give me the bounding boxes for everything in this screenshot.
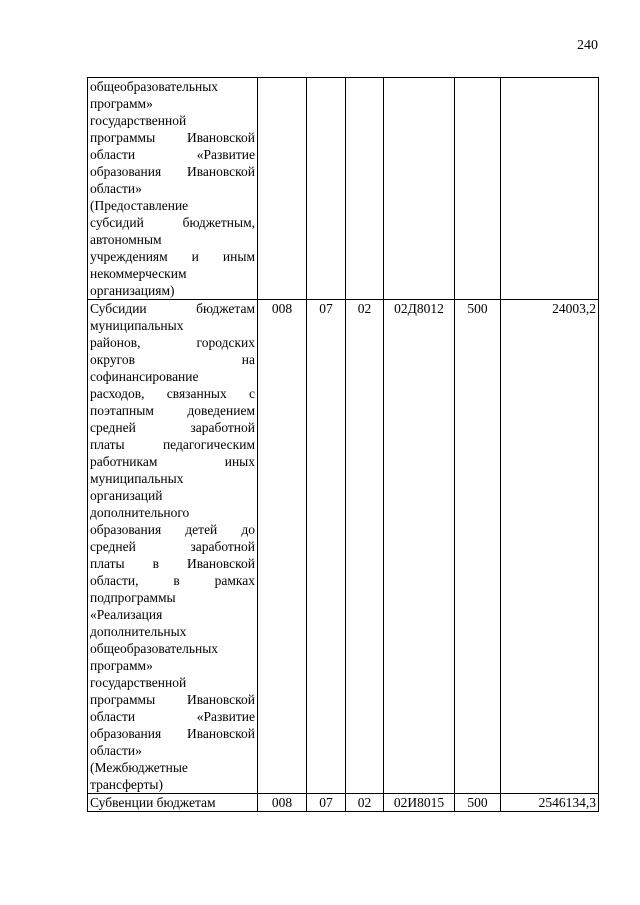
description-line: дополнительных: [90, 624, 187, 639]
description-line: автономным: [90, 232, 162, 247]
description-line: Субвенции бюджетам: [90, 795, 216, 810]
description-line: организаций: [90, 488, 163, 503]
subsection-code-cell: [346, 78, 384, 300]
description-line: образования Ивановской: [90, 164, 255, 179]
description-line: общеобразовательных: [90, 641, 219, 656]
amount-cell: 24003,2: [501, 300, 599, 794]
description-line: (Предоставление: [90, 198, 189, 213]
expense-type-cell: [455, 78, 501, 300]
description-line: муниципальных: [90, 471, 184, 486]
section-code-cell: 07: [307, 794, 346, 812]
section-code-cell: 07: [307, 300, 346, 794]
subsection-code-cell: 02: [346, 300, 384, 794]
description-line: программы Ивановской: [90, 130, 255, 145]
description-line: государственной: [90, 113, 187, 128]
description-line: трансферты): [90, 777, 163, 792]
target-article-cell: [384, 78, 455, 300]
description-cell: [88, 794, 258, 812]
description-line: учреждениям и иным: [90, 249, 255, 264]
description-line: программы Ивановской: [90, 692, 255, 707]
description-line: образования детей до: [90, 522, 255, 537]
description-line: области «Развитие: [90, 709, 255, 724]
ministry-code-cell: [258, 78, 307, 300]
description-line: субсидий бюджетным,: [90, 215, 255, 230]
description-cell: [88, 78, 258, 300]
description-line: работникам иных: [90, 454, 255, 469]
table-row: [88, 300, 599, 794]
page-number: 240: [577, 38, 598, 53]
description-line: области, в рамках: [90, 573, 255, 588]
description-line: средней заработной: [90, 539, 255, 554]
description-line: общеобразовательных: [90, 79, 219, 94]
expense-type-cell: 500: [455, 794, 501, 812]
table-row: [88, 78, 599, 300]
description-line: некоммерческим: [90, 266, 187, 281]
budget-table-body: [88, 78, 599, 812]
target-article-cell: 02И8015: [384, 794, 455, 812]
subsection-code-cell: 02: [346, 794, 384, 812]
description-line: средней заработной: [90, 420, 255, 435]
description-line: программ»: [90, 658, 153, 673]
description-line: софинансирование: [90, 369, 199, 384]
description-line: дополнительного: [90, 505, 190, 520]
description-line: программ»: [90, 96, 153, 111]
ministry-code-cell: 008: [258, 794, 307, 812]
amount-cell: [501, 78, 599, 300]
description-line: поэтапным доведением: [90, 403, 255, 418]
description-line: Субсидии бюджетам: [90, 301, 255, 316]
description-line: области «Развитие: [90, 147, 255, 162]
description-line: образования Ивановской: [90, 726, 255, 741]
description-line: подпрограммы: [90, 590, 176, 605]
description-line: муниципальных: [90, 318, 184, 333]
description-line: «Реализация: [90, 607, 163, 622]
description-line: платы в Ивановской: [90, 556, 255, 571]
description-line: области»: [90, 181, 142, 196]
description-line: организациям): [90, 283, 175, 298]
description-line: области»: [90, 743, 142, 758]
description-line: платы педагогическим: [90, 437, 255, 452]
description-line: (Межбюджетные: [90, 760, 188, 775]
table-row: [88, 794, 599, 812]
ministry-code-cell: 008: [258, 300, 307, 794]
budget-table: [87, 77, 599, 812]
description-line: государственной: [90, 675, 187, 690]
description-line: округов на: [90, 352, 255, 367]
description-line: расходов, связанных с: [90, 386, 255, 401]
description-line: районов, городских: [90, 335, 255, 350]
description-cell: [88, 300, 258, 794]
section-code-cell: [307, 78, 346, 300]
expense-type-cell: 500: [455, 300, 501, 794]
target-article-cell: 02Д8012: [384, 300, 455, 794]
amount-cell: 2546134,3: [501, 794, 599, 812]
